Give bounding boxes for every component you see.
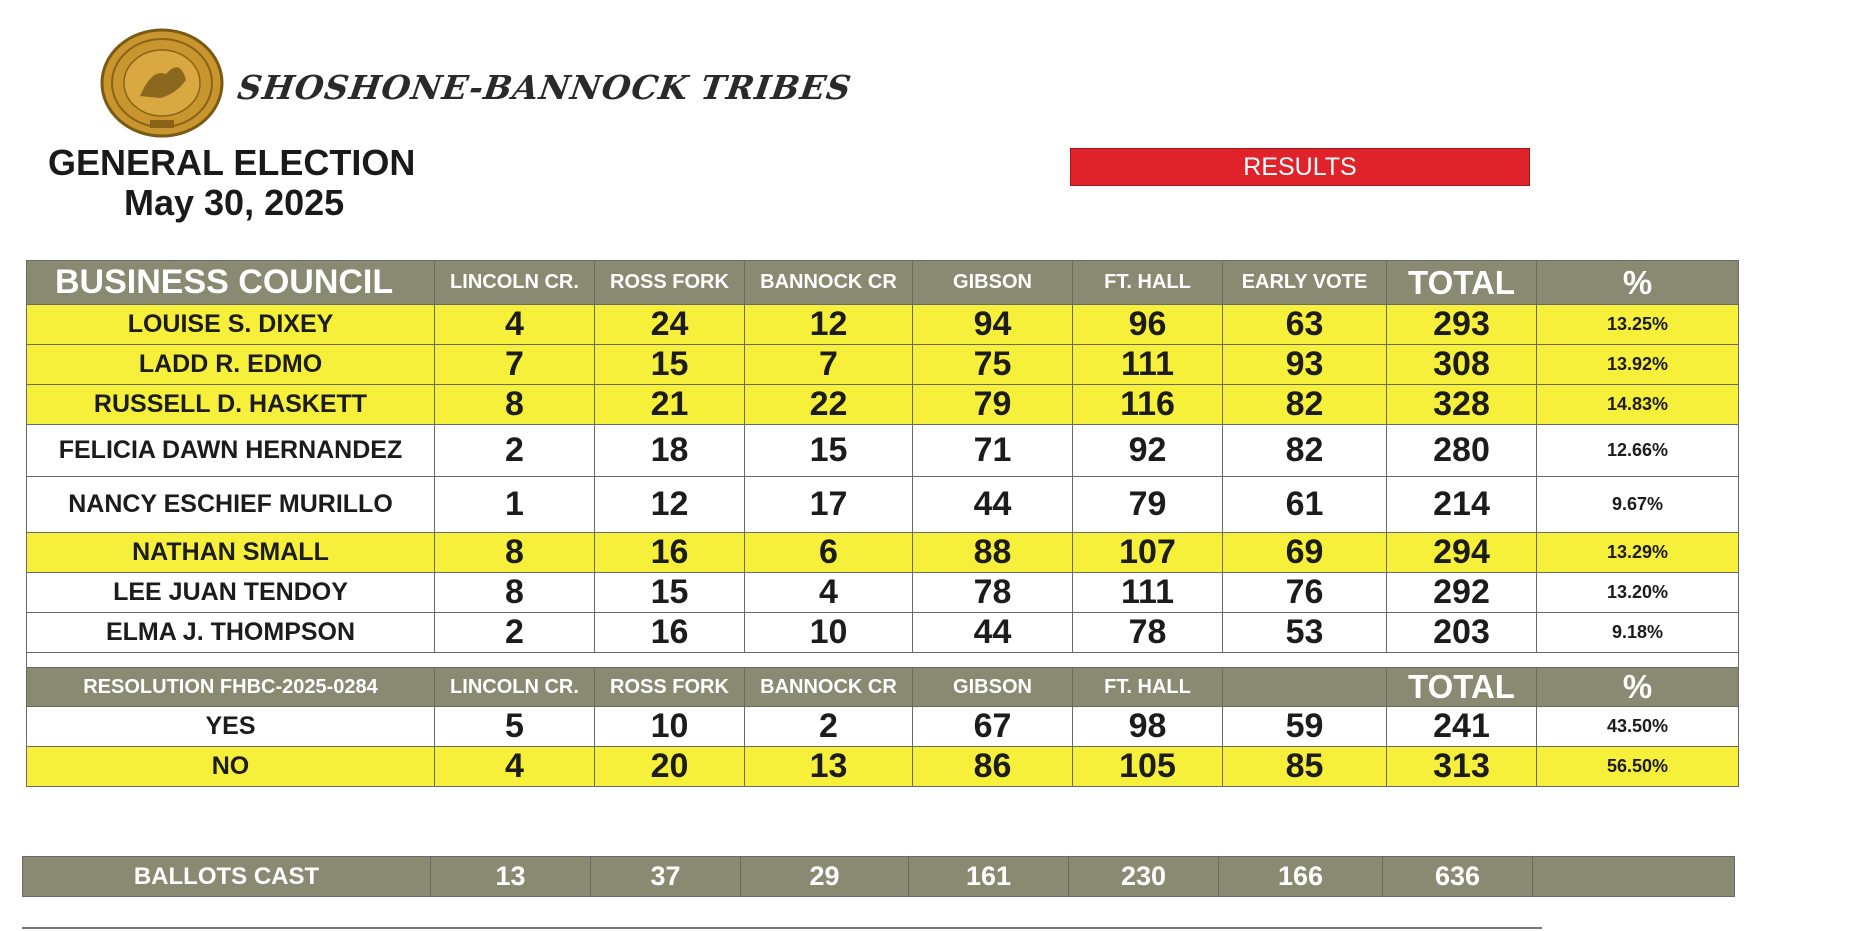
ross-fork-votes: 16 — [595, 533, 745, 573]
candidate-name: NANCY ESCHIEF MURILLO — [27, 477, 435, 533]
candidate-name: FELICIA DAWN HERNANDEZ — [27, 425, 435, 477]
ballots-bannock: 29 — [741, 857, 909, 897]
early-vote-votes: 53 — [1223, 613, 1387, 653]
bannock-votes: 22 — [745, 385, 913, 425]
bannock-votes: 2 — [745, 707, 913, 747]
tribal-seal-logo — [100, 28, 224, 138]
gibson-votes: 44 — [913, 613, 1073, 653]
ft-hall-votes: 105 — [1073, 747, 1223, 787]
ross-fork-votes: 21 — [595, 385, 745, 425]
ballots-total: 636 — [1383, 857, 1533, 897]
gibson-votes: 75 — [913, 345, 1073, 385]
candidate-row — [27, 305, 1739, 345]
ross-fork-votes: 18 — [595, 425, 745, 477]
ross-fork-votes: 16 — [595, 613, 745, 653]
early-vote-votes: 93 — [1223, 345, 1387, 385]
ft-hall-votes: 78 — [1073, 613, 1223, 653]
candidate-name: ELMA J. THOMPSON — [27, 613, 435, 653]
early-vote-votes: 59 — [1223, 707, 1387, 747]
ross-fork-votes: 15 — [595, 573, 745, 613]
lincoln-votes: 2 — [435, 613, 595, 653]
resolution-row — [27, 707, 1739, 747]
early-vote-votes: 85 — [1223, 747, 1387, 787]
ballots-cast-label: BALLOTS CAST — [23, 857, 431, 897]
col-header-percent: % — [1537, 668, 1739, 707]
col-header-business-council: BUSINESS COUNCIL — [27, 261, 435, 305]
bottom-rule — [22, 927, 1542, 929]
candidate-row — [27, 345, 1739, 385]
col-header-ross-fork: ROSS FORK — [595, 668, 745, 707]
election-date: May 30, 2025 — [124, 182, 345, 223]
candidate-name: NO — [27, 747, 435, 787]
total-votes: 203 — [1387, 613, 1537, 653]
gibson-votes: 94 — [913, 305, 1073, 345]
col-header-ft-hall: FT. HALL — [1073, 261, 1223, 305]
ross-fork-votes: 20 — [595, 747, 745, 787]
candidate-name: LEE JUAN TENDOY — [27, 573, 435, 613]
ft-hall-votes: 79 — [1073, 477, 1223, 533]
candidate-name: YES — [27, 707, 435, 747]
percent: 13.92% — [1537, 345, 1739, 385]
ft-hall-votes: 111 — [1073, 345, 1223, 385]
candidate-name: LOUISE S. DIXEY — [27, 305, 435, 345]
lincoln-votes: 5 — [435, 707, 595, 747]
lincoln-votes: 8 — [435, 533, 595, 573]
ballots-early-vote: 166 — [1219, 857, 1383, 897]
lincoln-votes: 2 — [435, 425, 595, 477]
percent: 13.29% — [1537, 533, 1739, 573]
total-votes: 292 — [1387, 573, 1537, 613]
col-header-ross-fork: ROSS FORK — [595, 261, 745, 305]
col-header-early-vote — [1223, 668, 1387, 707]
total-votes: 280 — [1387, 425, 1537, 477]
election-title: GENERAL ELECTION — [48, 142, 416, 183]
business-council-table — [26, 260, 1739, 787]
percent: 12.66% — [1537, 425, 1739, 477]
col-header-percent: % — [1537, 261, 1739, 305]
council-header-row — [27, 261, 1739, 305]
bannock-votes: 13 — [745, 747, 913, 787]
ft-hall-votes: 96 — [1073, 305, 1223, 345]
ballots-ft-hall: 230 — [1069, 857, 1219, 897]
bannock-votes: 17 — [745, 477, 913, 533]
lincoln-votes: 8 — [435, 385, 595, 425]
lincoln-votes: 4 — [435, 305, 595, 345]
total-votes: 293 — [1387, 305, 1537, 345]
gibson-votes: 86 — [913, 747, 1073, 787]
candidate-row — [27, 613, 1739, 653]
percent: 9.67% — [1537, 477, 1739, 533]
lincoln-votes: 7 — [435, 345, 595, 385]
total-votes: 214 — [1387, 477, 1537, 533]
table-spacer — [27, 653, 1739, 668]
ross-fork-votes: 10 — [595, 707, 745, 747]
gibson-votes: 67 — [913, 707, 1073, 747]
col-header-resolution: RESOLUTION FHBC-2025-0284 — [27, 668, 435, 707]
lincoln-votes: 8 — [435, 573, 595, 613]
percent: 13.20% — [1537, 573, 1739, 613]
bannock-votes: 7 — [745, 345, 913, 385]
candidate-name: NATHAN SMALL — [27, 533, 435, 573]
total-votes: 308 — [1387, 345, 1537, 385]
resolution-header-row — [27, 668, 1739, 707]
tribe-name-banner: SHOSHONE-BANNOCK TRIBES — [235, 68, 855, 107]
gibson-votes: 78 — [913, 573, 1073, 613]
candidate-row — [27, 573, 1739, 613]
ballots-lincoln: 13 — [431, 857, 591, 897]
col-header-gibson: GIBSON — [913, 261, 1073, 305]
col-header-gibson: GIBSON — [913, 668, 1073, 707]
bannock-votes: 15 — [745, 425, 913, 477]
candidate-row — [27, 533, 1739, 573]
percent: 56.50% — [1537, 747, 1739, 787]
bannock-votes: 6 — [745, 533, 913, 573]
total-votes: 294 — [1387, 533, 1537, 573]
ross-fork-votes: 12 — [595, 477, 745, 533]
ft-hall-votes: 111 — [1073, 573, 1223, 613]
col-header-lincoln: LINCOLN CR. — [435, 261, 595, 305]
total-votes: 313 — [1387, 747, 1537, 787]
ballots-cast-table — [22, 856, 1735, 897]
percent: 13.25% — [1537, 305, 1739, 345]
col-header-total: TOTAL — [1387, 668, 1537, 707]
candidate-row — [27, 477, 1739, 533]
ballots-percent — [1533, 857, 1735, 897]
lincoln-votes: 4 — [435, 747, 595, 787]
ballots-ross-fork: 37 — [591, 857, 741, 897]
bannock-votes: 10 — [745, 613, 913, 653]
ballots-gibson: 161 — [909, 857, 1069, 897]
percent: 9.18% — [1537, 613, 1739, 653]
col-header-total: TOTAL — [1387, 261, 1537, 305]
col-header-ft-hall: FT. HALL — [1073, 668, 1223, 707]
early-vote-votes: 82 — [1223, 385, 1387, 425]
candidate-row — [27, 425, 1739, 477]
gibson-votes: 71 — [913, 425, 1073, 477]
gibson-votes: 44 — [913, 477, 1073, 533]
ft-hall-votes: 98 — [1073, 707, 1223, 747]
percent: 43.50% — [1537, 707, 1739, 747]
total-votes: 241 — [1387, 707, 1537, 747]
early-vote-votes: 63 — [1223, 305, 1387, 345]
col-header-lincoln: LINCOLN CR. — [435, 668, 595, 707]
bannock-votes: 4 — [745, 573, 913, 613]
ross-fork-votes: 24 — [595, 305, 745, 345]
total-votes: 328 — [1387, 385, 1537, 425]
ft-hall-votes: 107 — [1073, 533, 1223, 573]
candidate-name: LADD R. EDMO — [27, 345, 435, 385]
ft-hall-votes: 116 — [1073, 385, 1223, 425]
results-banner: RESULTS — [1070, 148, 1530, 186]
ross-fork-votes: 15 — [595, 345, 745, 385]
early-vote-votes: 69 — [1223, 533, 1387, 573]
bannock-votes: 12 — [745, 305, 913, 345]
gibson-votes: 79 — [913, 385, 1073, 425]
percent: 14.83% — [1537, 385, 1739, 425]
resolution-row — [27, 747, 1739, 787]
lincoln-votes: 1 — [435, 477, 595, 533]
candidate-row — [27, 385, 1739, 425]
col-header-bannock: BANNOCK CR — [745, 261, 913, 305]
ballots-cast-row — [23, 857, 1735, 897]
early-vote-votes: 61 — [1223, 477, 1387, 533]
ft-hall-votes: 92 — [1073, 425, 1223, 477]
early-vote-votes: 82 — [1223, 425, 1387, 477]
col-header-early-vote: EARLY VOTE — [1223, 261, 1387, 305]
candidate-name: RUSSELL D. HASKETT — [27, 385, 435, 425]
gibson-votes: 88 — [913, 533, 1073, 573]
col-header-bannock: BANNOCK CR — [745, 668, 913, 707]
early-vote-votes: 76 — [1223, 573, 1387, 613]
